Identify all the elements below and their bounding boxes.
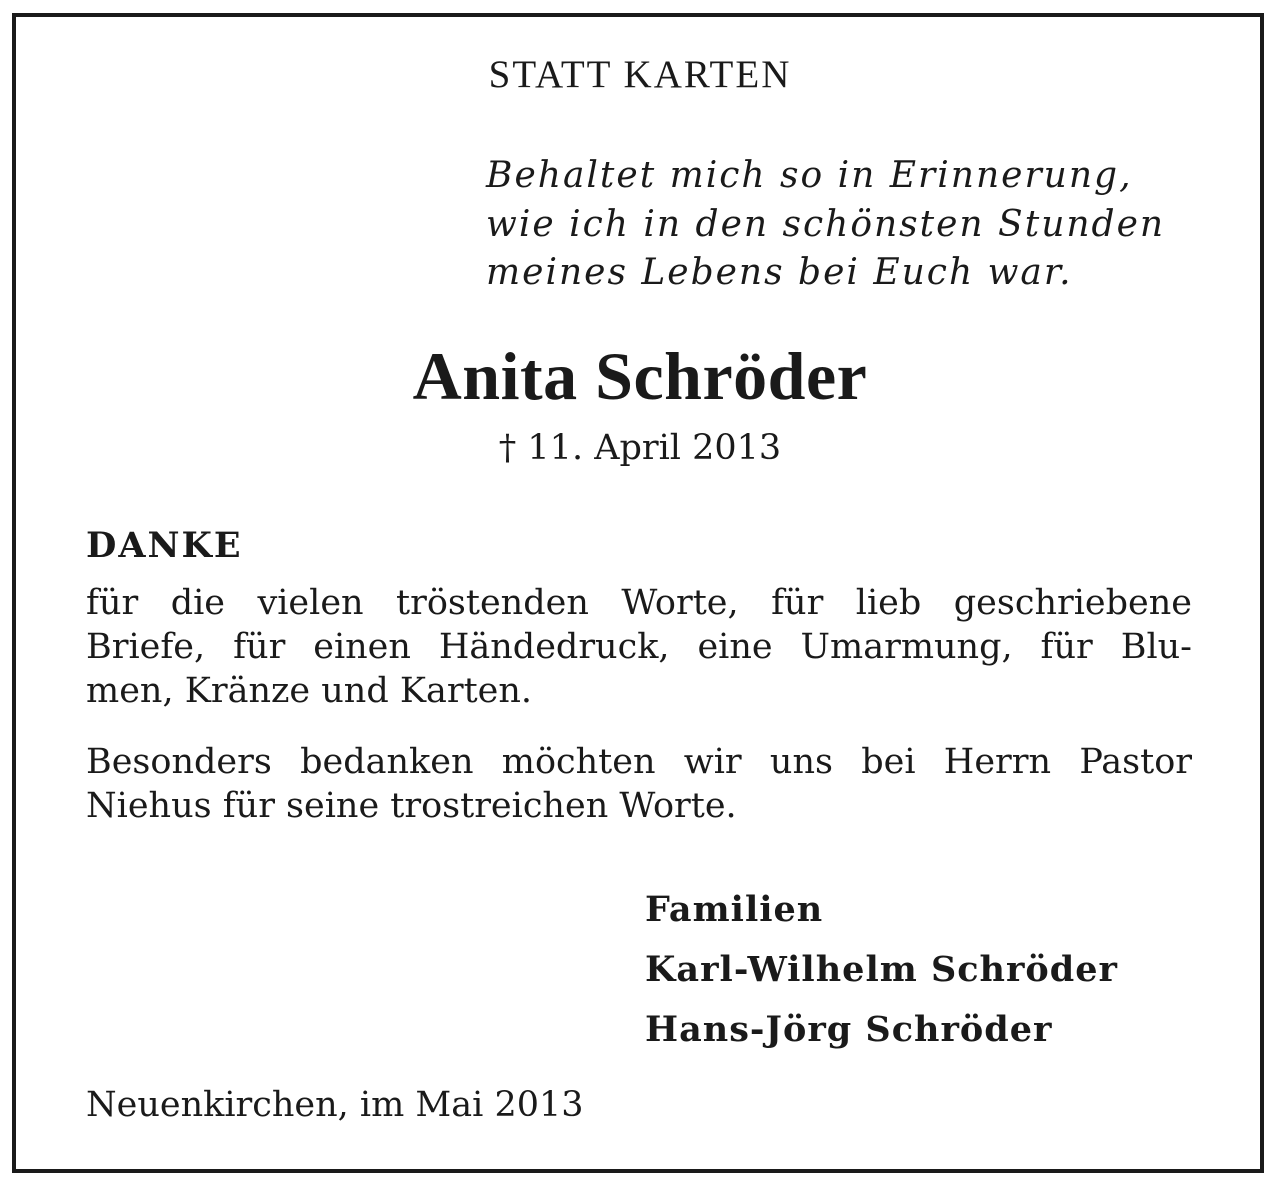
place-and-date: Neuenkirchen, im Mai 2013 [86,1085,584,1125]
pastor-thanks-paragraph [86,740,1192,828]
quote-line: wie ich in den schönsten Stunden [486,203,1166,245]
memorial-quote [486,152,1165,298]
paragraph-line: Niehus für seine trostreichen Worte. [86,786,737,826]
signature-line: Familien [645,889,824,930]
notice-header: STATT KARTEN [488,53,792,96]
quote-line: meines Lebens bei Euch war. [486,252,1073,293]
paragraph-line: für die vielen tröstenden Worte, für lieb geschriebene [86,583,1192,623]
paragraph-line: Besonders bedanken möchten wir uns bei Herrn Pastor [86,742,1192,782]
paragraph-line: Briefe, für einen Händedruck, eine Umarmung, für Blu- [86,627,1192,667]
thanks-heading: DANKE [86,525,243,566]
signature-line: Hans-Jörg Schröder [645,1009,1053,1050]
deceased-name: Anita Schröder [412,338,868,414]
thanks-paragraph [86,581,1192,713]
death-date: † 11. April 2013 [498,428,782,468]
signature-line: Karl-Wilhelm Schröder [645,949,1118,990]
quote-line: Behaltet mich so in Erinnerung, [486,155,1133,196]
family-signature [645,880,1118,1060]
paragraph-line: men, Kränze und Karten. [86,671,533,711]
